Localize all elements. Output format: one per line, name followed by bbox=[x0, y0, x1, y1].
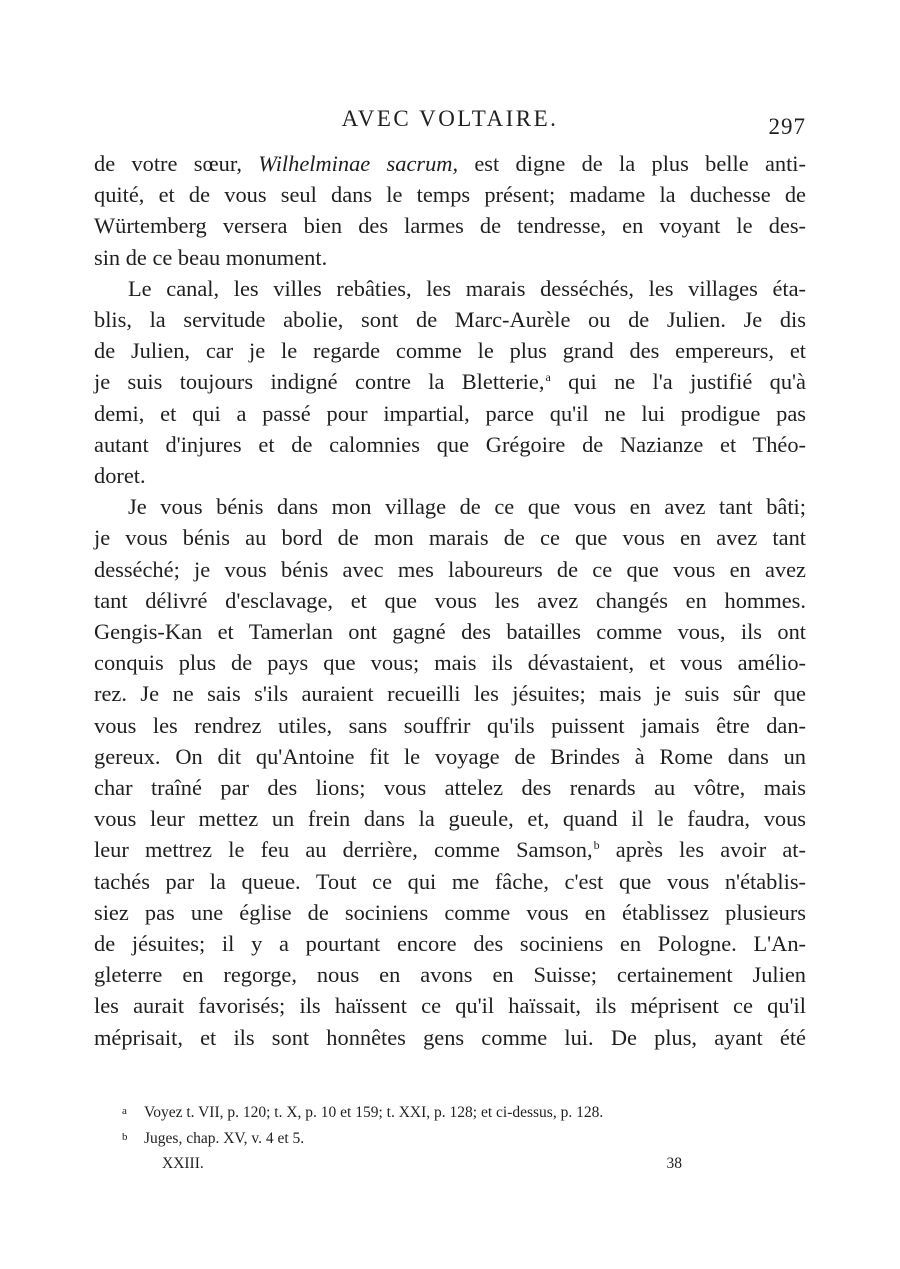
line-text: leur mettrez le feu au derrière, comme Samson, bbox=[94, 837, 593, 863]
line-text: gleterre en regorge, nous en avons en Suisse; certainement Julien bbox=[94, 962, 806, 988]
running-head bbox=[94, 106, 806, 139]
line-text: je suis toujours indigné contre la Bletterie, bbox=[94, 369, 545, 395]
text-line bbox=[94, 741, 806, 772]
footnote-mark: b bbox=[122, 1131, 128, 1143]
text-line bbox=[94, 990, 806, 1021]
footnote-a bbox=[122, 1099, 812, 1125]
line-text: Gengis-Kan et Tamerlan ont gagné des batailles comme vous, ils ont bbox=[94, 619, 806, 645]
line-text: de jésuites; il y a pourtant encore des sociniens en Pologne. L'An- bbox=[94, 931, 806, 957]
line-text: de Julien, car je le regarde comme le plus grand des empereurs, et bbox=[94, 338, 806, 364]
line-text: quité, et de vous seul dans le temps présent; madame la duchesse de bbox=[94, 182, 806, 208]
line-text: méprisait, et ils sont honnêtes gens comme lui. De plus, ayant été bbox=[94, 1024, 806, 1050]
text-line bbox=[94, 554, 806, 585]
line-text: vous leur mettez un frein dans la gueule, et, quand il le faudra, vous bbox=[94, 806, 806, 832]
footnote-mark: a bbox=[122, 1105, 127, 1117]
text-line bbox=[94, 429, 806, 460]
footnote-b bbox=[122, 1125, 812, 1151]
text-line bbox=[94, 210, 806, 241]
line-text: je vous bénis au bord de mon marais de ce que vous en avez tant bbox=[94, 525, 806, 551]
line-text: les aurait favorisés; ils haïssent ce qu'il haïssait, ils méprisent ce qu'il bbox=[94, 993, 806, 1019]
text-line bbox=[94, 772, 806, 803]
text-line bbox=[94, 335, 806, 366]
footnotes bbox=[122, 1099, 812, 1151]
line-text: blis, la servitude abolie, sont de Marc-Aurèle ou de Julien. Je dis bbox=[94, 307, 806, 333]
line-text: autant d'injures et de calomnies que Grégoire de Nazianze et Théo- bbox=[94, 431, 806, 457]
line-text: vous les rendrez utiles, sans souffrir qu'ils puissent jamais être dan- bbox=[94, 712, 806, 738]
footnote-reference[interactable]: a bbox=[545, 370, 551, 385]
running-title: AVEC VOLTAIRE. bbox=[341, 106, 559, 131]
line-text: Würtemberg versera bien des larmes de tendresse, en voyant le des- bbox=[94, 213, 806, 239]
line-text: char traîné par des lions; vous attelez des renards au vôtre, mais bbox=[94, 775, 806, 801]
footnote-text: Juges, chap. XV, v. 4 et 5. bbox=[144, 1130, 305, 1147]
volume-signature: XXIII. bbox=[162, 1155, 204, 1172]
line-text: Je vous bénis dans mon village de ce que vous en avez tant bâti; bbox=[128, 494, 806, 520]
text-line bbox=[94, 710, 806, 741]
line-text: de votre sœur, bbox=[94, 151, 259, 176]
text-line bbox=[94, 897, 806, 928]
text-line bbox=[94, 273, 806, 304]
text-line bbox=[94, 585, 806, 616]
line-text: rez. Je ne sais s'ils auraient recueilli les jésuites; mais je suis sûr que bbox=[94, 681, 806, 707]
text-line bbox=[94, 803, 806, 834]
text-line bbox=[94, 928, 806, 959]
text-line bbox=[94, 460, 806, 491]
text-line bbox=[94, 834, 806, 865]
body-text bbox=[94, 148, 806, 1053]
text-line bbox=[94, 1022, 806, 1053]
text-line bbox=[94, 491, 806, 522]
text-line bbox=[94, 148, 806, 179]
text-line bbox=[94, 179, 806, 210]
text-line bbox=[94, 304, 806, 335]
footnote-text: Voyez t. VII, p. 120; t. X, p. 10 et 159; t. XXI, p. 128; et ci-dessus, p. 128. bbox=[144, 1104, 604, 1121]
signature-line bbox=[162, 1155, 682, 1179]
text-line bbox=[94, 866, 806, 897]
text-line bbox=[94, 398, 806, 429]
text-line bbox=[94, 678, 806, 709]
line-text: doret. bbox=[94, 463, 146, 489]
line-text: Le canal, les villes rebâties, les marais desséchés, les villages éta- bbox=[128, 275, 806, 301]
line-text: tant délivré d'esclavage, et que vous les avez changés en hommes. bbox=[94, 587, 806, 613]
text-line bbox=[94, 959, 806, 990]
line-text: après les avoir at- bbox=[599, 837, 806, 863]
text-line bbox=[94, 366, 806, 397]
sheet-signature: 38 bbox=[666, 1155, 682, 1172]
line-text: desséché; je vous bénis avec mes laboureurs de ce que vous en avez bbox=[94, 556, 806, 582]
line-text: conquis plus de pays que vous; mais ils dévastaient, et vous amélio- bbox=[94, 650, 806, 676]
text-line bbox=[94, 522, 806, 553]
line-text: demi, et qui a passé pour impartial, parce qu'il ne lui prodigue pas bbox=[94, 400, 806, 426]
line-text: tachés par la queue. Tout ce qui me fâche, c'est que vous n'établis- bbox=[94, 868, 806, 894]
text-line bbox=[94, 647, 806, 678]
italic-title: Wilhelminae sacrum, bbox=[258, 151, 459, 176]
text-line bbox=[94, 616, 806, 647]
line-text: gereux. On dit qu'Antoine fit le voyage de Brindes à Rome dans un bbox=[94, 743, 806, 769]
line-text: sin de ce beau monument. bbox=[94, 244, 328, 270]
line-text: est digne de la plus belle anti- bbox=[458, 151, 806, 176]
text-line bbox=[94, 242, 806, 273]
line-text: siez pas une église de sociniens comme vous en établissez plusieurs bbox=[94, 899, 806, 925]
page-number: 297 bbox=[768, 114, 806, 139]
footnote-reference[interactable]: b bbox=[593, 838, 600, 853]
line-text: qui ne l'a justifié qu'à bbox=[550, 369, 806, 395]
